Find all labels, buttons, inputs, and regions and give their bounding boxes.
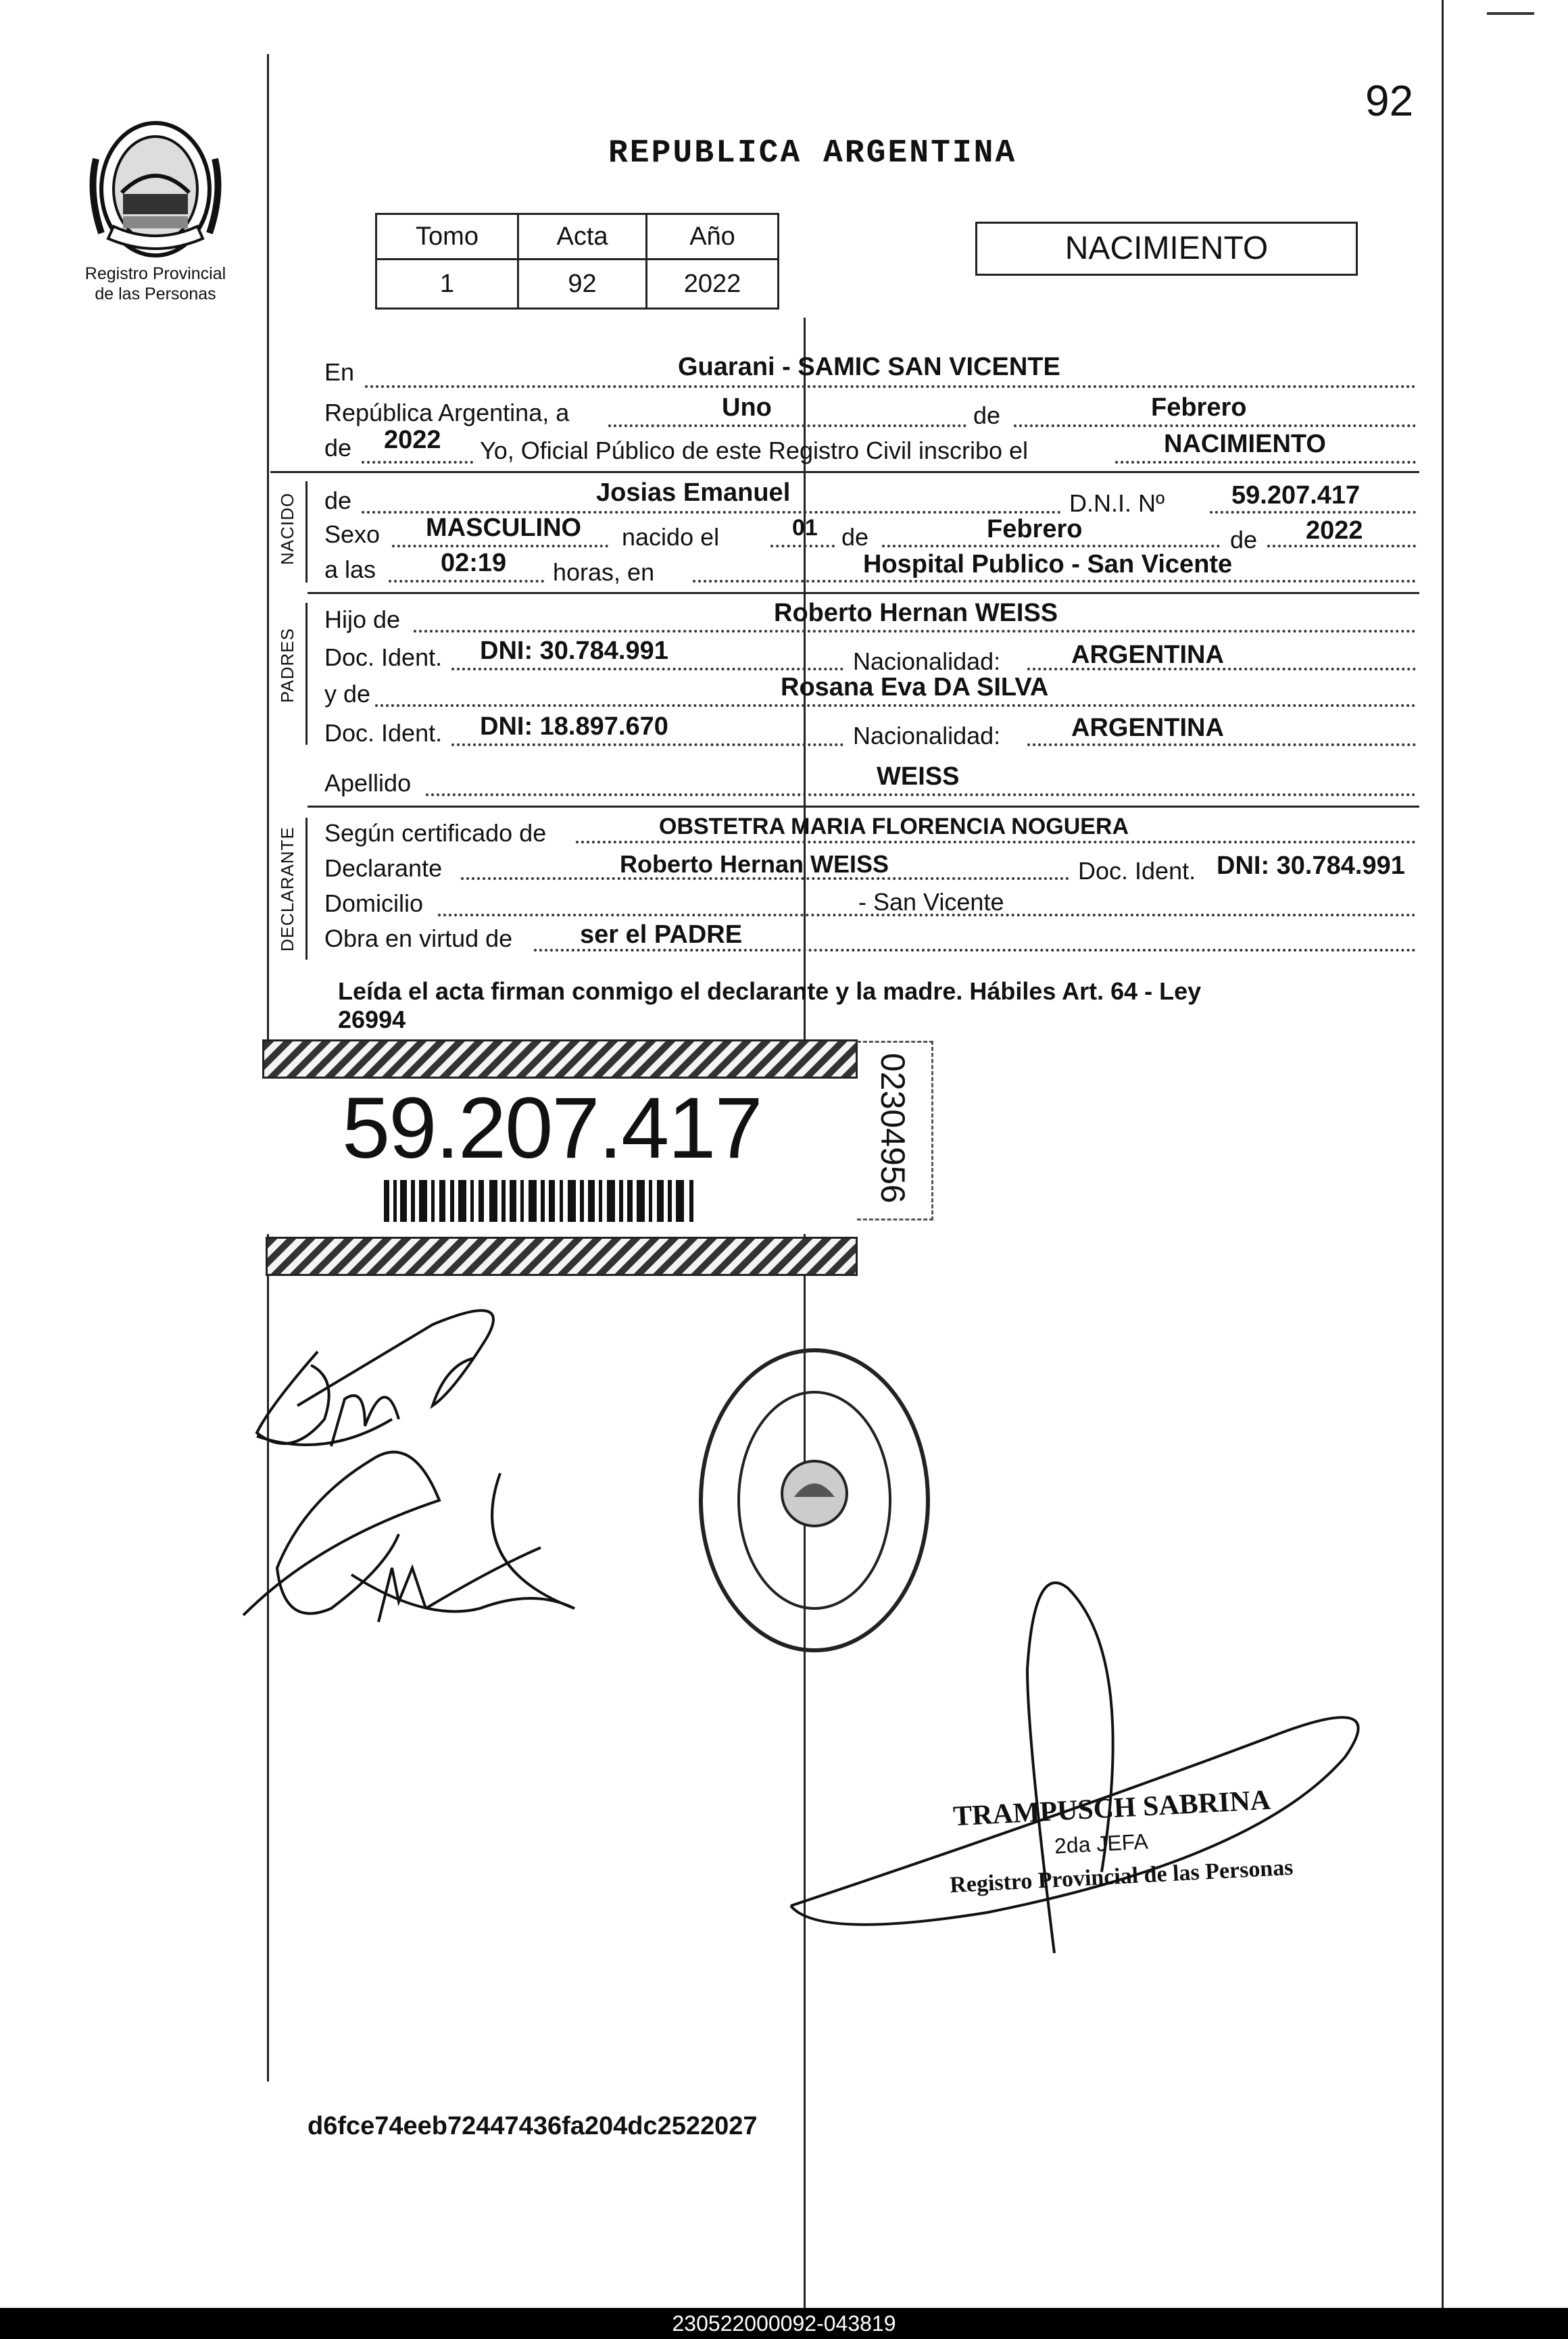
closing-text [338,977,1201,1034]
doc1-label: Doc. Ident. [324,643,443,671]
doc2-label: Doc. Ident. [324,719,443,747]
de5-label: de [1230,526,1258,553]
declarante-label: Declarante [324,854,443,882]
domicilio-label: Domicilio [324,889,424,917]
provincia-logo [81,112,230,260]
name-value: Josias Emanuel [596,478,791,507]
dotted-line [693,580,1416,583]
table-header-row [376,214,779,260]
nac1-label: Nacionalidad: [853,647,1001,675]
table-row [376,260,779,309]
document-hash: d6fce74eeb72447436fa204dc2522027 [308,2112,758,2140]
declarante-side-label: DECLARANTE [277,827,297,952]
barcode-icon [384,1180,708,1222]
closing-text-line1: Leída el acta firman conmigo el declarante y la madre. Hábiles Art. 64 - Ley [338,977,1202,1005]
header-anio: Año [647,214,779,260]
section-bracket [305,481,308,583]
shield-emblem-icon [81,112,230,260]
logo-caption-line2: de las Personas [95,285,216,303]
dotted-line [770,545,835,547]
yde-label: y de [324,680,371,708]
page-number: 92 [1365,76,1414,125]
act-type-box: NACIMIENTO [975,222,1358,276]
padres-side-label: PADRES [277,628,297,703]
dotted-line [576,841,1416,843]
nacido-el-label: nacido el [622,523,720,551]
en-label: En [324,358,355,386]
doc3-label: Doc. Ident. [1078,857,1196,885]
section-divider [308,806,1419,808]
obra-label: Obra en virtud de [324,925,513,952]
father-value: Roberto Hernan WEISS [774,599,1058,627]
signature-official-icon [784,1534,1406,1967]
serial-number: 02304956 [874,1053,912,1204]
a-las-label: a las [324,556,376,583]
official-stamp-office: Registro Provincial de las Personas [949,1854,1294,1898]
header-acta: Acta [518,214,647,260]
year-value: 2022 [384,426,441,454]
dotted-line [426,793,1416,796]
logo-caption [54,264,257,304]
closing-text-line2: 26994 [338,1006,406,1033]
nac1-value: ARGENTINA [1071,641,1224,669]
republica-label: República Argentina, a [324,399,570,426]
right-margin-line [1442,0,1444,2311]
horas-label: horas, en [553,558,655,586]
cert-value: OBSTETRA MARIA FLORENCIA NOGUERA [659,814,1129,839]
dotted-line [362,461,473,464]
dotted-line [375,704,1416,707]
time-value: 02:19 [441,549,507,577]
apellido-label: Apellido [324,769,412,797]
dni-value: 59.207.417 [1231,481,1361,510]
de2-label: de [324,434,352,462]
hijo-label: Hijo de [324,606,401,633]
declarante-value: Roberto Hernan WEISS [620,850,889,878]
en-value: Guarani - SAMIC SAN VICENTE [678,353,1060,381]
dotted-line [365,385,1416,388]
dotted-line [1115,461,1416,464]
birth-day: 01 [792,515,818,541]
cert-label: Según certificado de [324,819,547,847]
apellido-value: WEISS [877,762,960,791]
dotted-line [451,668,843,670]
doc1-value: DNI: 30.784.991 [480,637,668,665]
dotted-line [608,424,966,427]
birth-month: Febrero [987,515,1083,543]
de4-label: de [841,523,869,551]
dni-sticker [262,1079,857,1234]
de-label: de [973,401,1001,429]
birth-year: 2022 [1306,516,1363,545]
footer-bar [0,2308,1568,2339]
official-stamp-role: 2da JEFA [1054,1829,1149,1858]
official-stamp-name: TRAMPUSCH SABRINA [952,1784,1272,1833]
inscribe-value: NACIMIENTO [1164,430,1326,458]
nacido-side-label: NACIDO [277,492,297,565]
month-value: Febrero [1151,393,1247,422]
sticker-pattern-bottom [266,1237,858,1276]
doc2-value: DNI: 18.897.670 [480,712,668,741]
day-value: Uno [722,393,772,422]
header-tomo: Tomo [376,214,518,260]
sexo-value: MASCULINO [426,514,582,542]
dotted-line [392,545,608,547]
mother-value: Rosana Eva DA SILVA [781,673,1049,701]
serial-tag [857,1041,933,1221]
dotted-line [1210,511,1416,514]
section-divider [308,592,1419,594]
dni-sticker-number: 59.207.417 [342,1080,762,1177]
dotted-line [1014,424,1416,427]
doc3-value: DNI: 30.784.991 [1217,852,1405,880]
dotted-line [389,580,544,583]
dotted-line [451,743,843,746]
page-title: REPUBLICA ARGENTINA [608,135,1017,172]
obra-value: ser el PADRE [580,920,743,949]
place-value: Hospital Publico - San Vicente [863,550,1233,578]
footer-code: 230522000092-043819 [672,2311,896,2336]
signature-madre-icon [223,1433,602,1656]
section-divider [270,471,1419,473]
value-acta: 92 [518,260,647,309]
value-anio: 2022 [647,260,779,309]
section-bracket [305,818,308,960]
dotted-line [414,630,1416,633]
dotted-line [882,545,1220,547]
nac2-value: ARGENTINA [1071,714,1224,742]
sticker-pattern-top [262,1039,858,1079]
nac2-label: Nacionalidad: [853,722,1001,749]
yo-label: Yo, Oficial Público de este Registro Civil inscribo el [480,437,1029,464]
corner-mark [1487,12,1534,15]
register-table [375,213,779,310]
sexo-label: Sexo [324,520,381,548]
de3-label: de [324,487,352,514]
domicilio-value: - San Vicente [858,888,1004,916]
section-bracket [305,603,308,745]
dni-label: D.N.I. Nº [1069,489,1165,517]
logo-caption-line1: Registro Provincial [84,264,226,283]
dotted-line [1027,743,1416,746]
value-tomo: 1 [376,260,518,309]
